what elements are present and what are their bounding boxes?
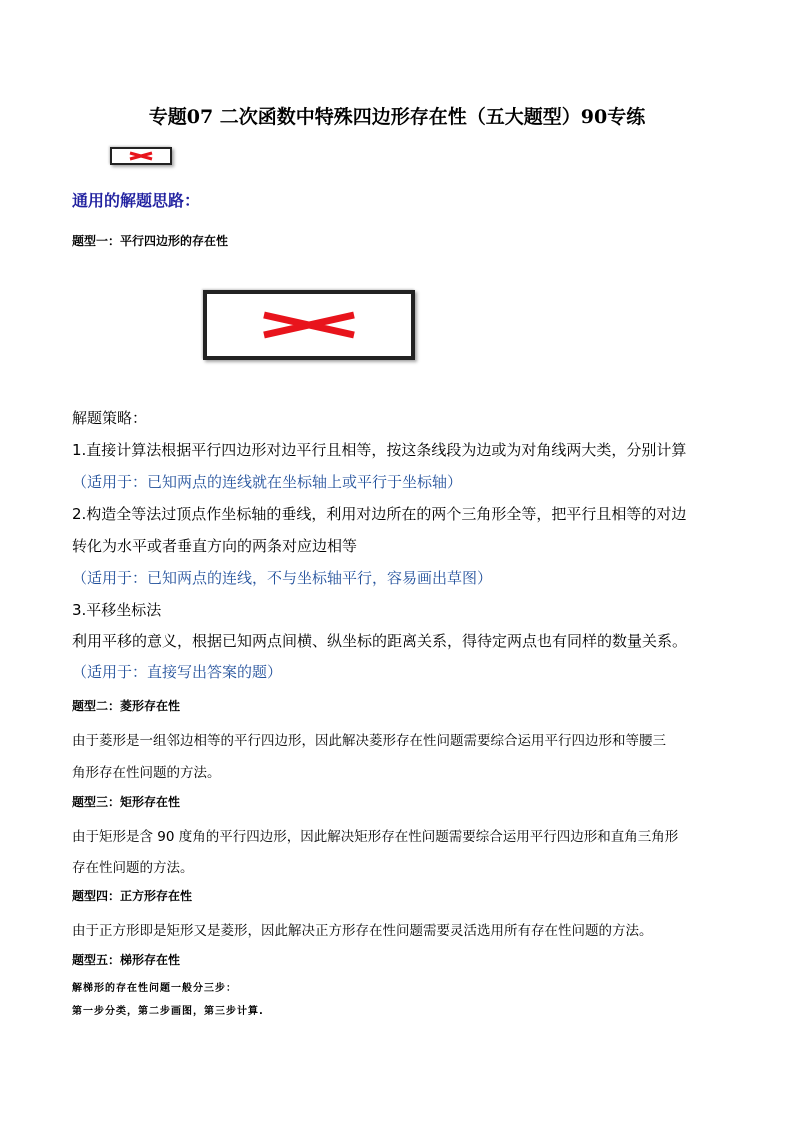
strategy3-line: 利用平移的意义，根据已知两点间横、纵坐标的距离关系，得待定两点也有同样的数量关系。 [72,632,688,650]
type2-line2: 角形存在性问题的方法。 [72,765,221,781]
type3-title: 题型三：矩形存在性 [72,795,181,809]
small-broken-image-icon [110,147,172,165]
strategy1-line: 1.直接计算法根据平行四边形对边平行且相等，按这条线段为边或为对角线两大类，分别计算 [72,441,687,459]
strategy-label: 解题策略： [72,409,148,427]
strategy2-line2: 转化为水平或者垂直方向的两条对应边相等 [72,537,358,555]
type2-title: 题型二：菱形存在性 [72,699,181,713]
strategy2-note: （适用于：已知两点的连线，不与坐标轴平行，容易画出草图） [72,569,493,587]
type2-line1: 由于菱形是一组邻边相等的平行四边形，因此解决菱形存在性问题需要综合运用平行四边形和等腰三 [72,733,666,749]
strategy3-title: 3.平移坐标法 [72,601,162,619]
section-heading: 通用的解题思路： [72,191,201,210]
type5-line2: 第一步分类，第二步画图，第三步计算. [72,1006,264,1017]
large-broken-image-icon [203,290,415,360]
type4-line: 由于正方形即是矩形又是菱形，因此解决正方形存在性问题需要灵活选用所有存在性问题的方法。 [72,923,653,939]
type3-line1: 由于矩形是含 90 度角的平行四边形，因此解决矩形存在性问题需要综合运用平行四边形和直角三角形 [72,829,679,845]
page-title: 专题07 二次函数中特殊四边形存在性（五大题型）90专练 [148,106,646,128]
strategy2-line1: 2.构造全等法过顶点作坐标轴的垂线，利用对边所在的两个三角形全等，把平行且相等的对边 [72,505,687,523]
type5-line1: 解梯形的存在性问题一般分三步： [72,983,237,994]
type4-title: 题型四：正方形存在性 [72,889,193,903]
strategy1-note: （适用于：已知两点的连线就在坐标轴上或平行于坐标轴） [72,473,463,491]
strategy3-note: （适用于：直接写出答案的题） [72,663,283,681]
type5-title: 题型五：梯形存在性 [72,953,181,967]
type3-line2: 存在性问题的方法。 [72,860,194,876]
type1-title: 题型一：平行四边形的存在性 [72,234,229,248]
